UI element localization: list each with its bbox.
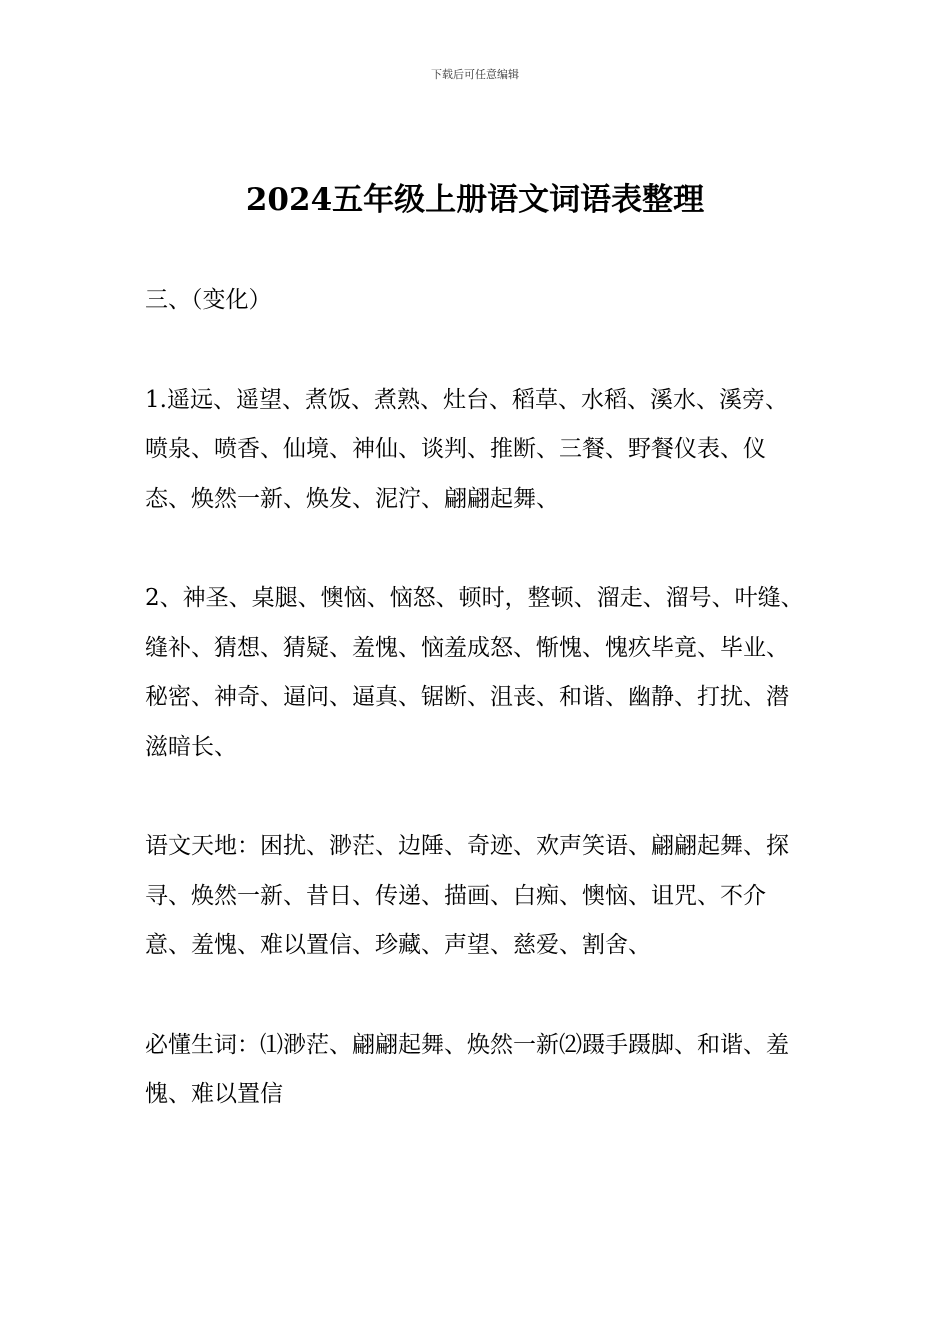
header-note: 下载后可任意编辑 (431, 68, 519, 81)
document-body (145, 276, 810, 1120)
section-heading: 三、（变化） (145, 287, 272, 313)
document-title: 2024五年级上册语文词语表整理 (245, 182, 705, 218)
paragraph-bidong-shengci: 必懂生词：⑴渺茫、翩翩起舞、焕然一新⑵蹑手蹑脚、和谐、羞愧、难以置信 (145, 1031, 789, 1107)
paragraph-yuwen-tiandi: 语文天地：困扰、渺茫、边陲、奇迹、欢声笑语、翩翩起舞、探寻、焕然一新、昔日、传递、描画、白痴、懊恼、诅咒、不介意、羞愧、难以置信、珍藏、声望、慈爱、割舍、 (145, 833, 789, 958)
paragraph-vocab-1: 1.遥远、遥望、煮饭、煮熟、灶台、稻草、水稻、溪水、溪旁、喷泉、喷香、仙境、神仙、谈判、推断、三餐、野餐仪表、仪态、焕然一新、焕发、泥泞、翩翩起舞、 (145, 386, 788, 512)
paragraph-vocab-2: 2、神圣、桌腿、懊恼、恼怒、顿时，整顿、溜走、溜号、叶缝、缝补、猜想、猜疑、羞愧、恼羞成怒、惭愧、愧疚毕竟、毕业、秘密、神奇、逼问、逼真、锯断、沮丧、和谐、幽静、打扰、潜滋暗长、 (145, 585, 804, 760)
